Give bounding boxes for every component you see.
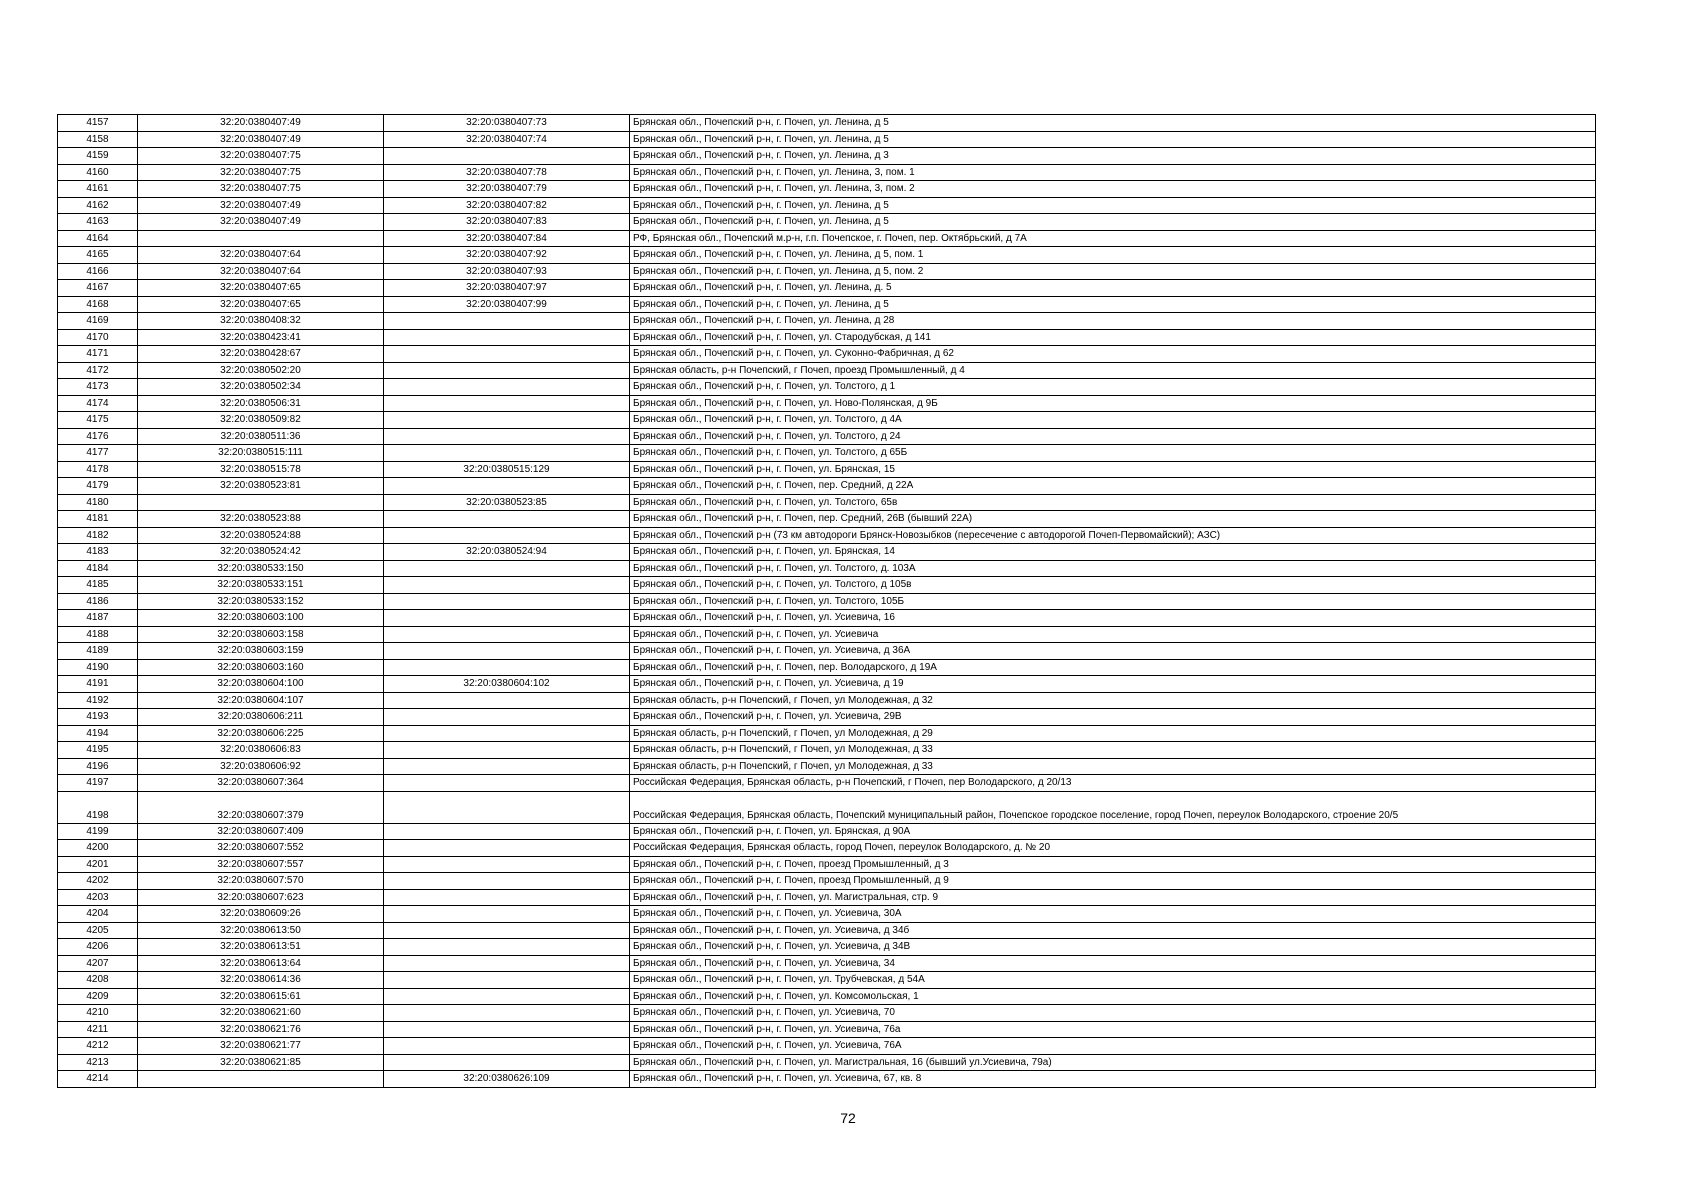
object-cadastral-number-cell (384, 1005, 630, 1022)
row-number-cell: 4190 (58, 659, 138, 676)
object-cadastral-number-cell (384, 1054, 630, 1071)
address-cell: Брянская обл., Почепский р-н, г. Почеп, ул. Магистральная, стр. 9 (630, 889, 1596, 906)
address-cell: Брянская обл., Почепский р-н, г. Почеп, ул. Усиевича, 34 (630, 955, 1596, 972)
row-number-cell: 4192 (58, 692, 138, 709)
parcel-cadastral-number-cell: 32:20:0380603:159 (138, 643, 384, 660)
object-cadastral-number-cell (384, 148, 630, 165)
parcel-cadastral-number-cell: 32:20:0380621:60 (138, 1005, 384, 1022)
address-cell: Брянская обл., Почепский р-н, г. Почеп, ул. Ленина, д. 5 (630, 280, 1596, 297)
table-row (58, 1054, 1596, 1071)
object-cadastral-number-cell: 32:20:0380524:94 (384, 544, 630, 561)
address-cell: Брянская обл., Почепский р-н, г. Почеп, ул. Усиевича, 67, кв. 8 (630, 1071, 1596, 1088)
table-row (58, 296, 1596, 313)
object-cadastral-number-cell (384, 955, 630, 972)
object-cadastral-number-cell (384, 412, 630, 429)
table-row (58, 610, 1596, 627)
parcel-cadastral-number-cell: 32:20:0380407:75 (138, 164, 384, 181)
table-row (58, 131, 1596, 148)
table-row (58, 758, 1596, 775)
parcel-cadastral-number-cell: 32:20:0380524:88 (138, 527, 384, 544)
table-row (58, 511, 1596, 528)
row-number-cell: 4162 (58, 197, 138, 214)
table-row (58, 445, 1596, 462)
row-number-cell: 4160 (58, 164, 138, 181)
parcel-cadastral-number-cell: 32:20:0380423:41 (138, 329, 384, 346)
parcel-cadastral-number-cell: 32:20:0380407:75 (138, 148, 384, 165)
object-cadastral-number-cell (384, 791, 630, 823)
table-row (58, 362, 1596, 379)
address-cell: Брянская обл., Почепский р-н, г. Почеп, ул. Ленина, д 5 (630, 115, 1596, 132)
parcel-cadastral-number-cell: 32:20:0380407:49 (138, 197, 384, 214)
parcel-cadastral-number-cell: 32:20:0380607:557 (138, 856, 384, 873)
table-row (58, 412, 1596, 429)
object-cadastral-number-cell (384, 643, 630, 660)
parcel-cadastral-number-cell: 32:20:0380609:26 (138, 906, 384, 923)
address-cell: Брянская область, р-н Почепский, г Почеп, проезд Промышленный, д 4 (630, 362, 1596, 379)
parcel-cadastral-number-cell: 32:20:0380506:31 (138, 395, 384, 412)
row-number-cell: 4193 (58, 709, 138, 726)
parcel-cadastral-number-cell: 32:20:0380407:64 (138, 263, 384, 280)
address-cell: Брянская область, р-н Почепский, г Почеп, ул Молодежная, д 33 (630, 742, 1596, 759)
row-number-cell: 4166 (58, 263, 138, 280)
parcel-cadastral-number-cell: 32:20:0380615:61 (138, 988, 384, 1005)
address-cell: Брянская обл., Почепский р-н, г. Почеп, ул. Усиевича, д 19 (630, 676, 1596, 693)
row-number-cell: 4195 (58, 742, 138, 759)
object-cadastral-number-cell (384, 856, 630, 873)
row-number-cell: 4214 (58, 1071, 138, 1088)
row-number-cell: 4184 (58, 560, 138, 577)
object-cadastral-number-cell (384, 873, 630, 890)
row-number-cell: 4187 (58, 610, 138, 627)
address-cell: Брянская область, р-н Почепский, г Почеп, ул Молодежная, д 32 (630, 692, 1596, 709)
table-row (58, 906, 1596, 923)
address-cell: Брянская обл., Почепский р-н, г. Почеп, пер. Средний, 26В (бывший 22А) (630, 511, 1596, 528)
table-row (58, 478, 1596, 495)
table-row (58, 428, 1596, 445)
parcel-cadastral-number-cell: 32:20:0380606:83 (138, 742, 384, 759)
table-row (58, 115, 1596, 132)
object-cadastral-number-cell (384, 1038, 630, 1055)
object-cadastral-number-cell: 32:20:0380407:73 (384, 115, 630, 132)
table-row (58, 1021, 1596, 1038)
object-cadastral-number-cell (384, 329, 630, 346)
address-cell: Брянская обл., Почепский р-н, г. Почеп, ул. Толстого, д 24 (630, 428, 1596, 445)
table-row (58, 676, 1596, 693)
row-number-cell: 4209 (58, 988, 138, 1005)
parcel-cadastral-number-cell: 32:20:0380621:85 (138, 1054, 384, 1071)
row-number-cell: 4205 (58, 922, 138, 939)
object-cadastral-number-cell: 32:20:0380407:93 (384, 263, 630, 280)
row-number-cell: 4203 (58, 889, 138, 906)
row-number-cell: 4170 (58, 329, 138, 346)
row-number-cell: 4157 (58, 115, 138, 132)
address-cell: Российская Федерация, Брянская область, Почепский муниципальный район, Почепское городское поселение, город Почеп, переулок Володарского, строение 20/5 (630, 791, 1596, 823)
table-body (58, 115, 1596, 1088)
object-cadastral-number-cell: 32:20:0380407:83 (384, 214, 630, 231)
row-number-cell: 4167 (58, 280, 138, 297)
table-row (58, 461, 1596, 478)
table-row (58, 922, 1596, 939)
object-cadastral-number-cell (384, 610, 630, 627)
row-number-cell: 4199 (58, 823, 138, 840)
address-cell: Брянская обл., Почепский р-н, г. Почеп, ул. Толстого, д 105в (630, 577, 1596, 594)
address-cell: Брянская обл., Почепский р-н, г. Почеп, ул. Ленина, д 5, пом. 2 (630, 263, 1596, 280)
object-cadastral-number-cell (384, 1021, 630, 1038)
parcel-cadastral-number-cell: 32:20:0380603:158 (138, 626, 384, 643)
parcel-cadastral-number-cell: 32:20:0380407:49 (138, 115, 384, 132)
row-number-cell: 4185 (58, 577, 138, 594)
address-cell: Брянская обл., Почепский р-н, г. Почеп, ул. Брянская, 14 (630, 544, 1596, 561)
address-cell: Брянская обл., Почепский р-н (73 км автодороги Брянск-Новозыбков (пересечение с автодорогой Почеп-Первомайский); АЗС) (630, 527, 1596, 544)
parcel-cadastral-number-cell: 32:20:0380621:76 (138, 1021, 384, 1038)
table-row (58, 280, 1596, 297)
parcel-cadastral-number-cell: 32:20:0380502:34 (138, 379, 384, 396)
object-cadastral-number-cell: 32:20:0380626:109 (384, 1071, 630, 1088)
row-number-cell: 4165 (58, 247, 138, 264)
row-number-cell: 4186 (58, 593, 138, 610)
address-cell: Брянская обл., Почепский р-н, г. Почеп, ул. Комсомольская, 1 (630, 988, 1596, 1005)
address-cell: Брянская обл., Почепский р-н, г. Почеп, ул. Усиевича, 70 (630, 1005, 1596, 1022)
parcel-cadastral-number-cell: 32:20:0380407:49 (138, 131, 384, 148)
parcel-cadastral-number-cell: 32:20:0380613:64 (138, 955, 384, 972)
parcel-cadastral-number-cell: 32:20:0380511:36 (138, 428, 384, 445)
parcel-cadastral-number-cell: 32:20:0380407:75 (138, 181, 384, 198)
address-cell: Брянская обл., Почепский р-н, г. Почеп, ул. Брянская, д 90А (630, 823, 1596, 840)
object-cadastral-number-cell (384, 313, 630, 330)
table-row (58, 214, 1596, 231)
object-cadastral-number-cell (384, 428, 630, 445)
table-row (58, 709, 1596, 726)
parcel-cadastral-number-cell: 32:20:0380515:111 (138, 445, 384, 462)
table-row (58, 742, 1596, 759)
object-cadastral-number-cell: 32:20:0380407:78 (384, 164, 630, 181)
address-cell: Брянская обл., Почепский р-н, г. Почеп, ул. Толстого, д 1 (630, 379, 1596, 396)
address-cell: Брянская обл., Почепский р-н, г. Почеп, ул. Усиевича, д 34В (630, 939, 1596, 956)
address-cell: Брянская обл., Почепский р-н, г. Почеп, ул. Усиевича, 30А (630, 906, 1596, 923)
parcel-cadastral-number-cell: 32:20:0380502:20 (138, 362, 384, 379)
object-cadastral-number-cell: 32:20:0380407:82 (384, 197, 630, 214)
row-number-cell: 4175 (58, 412, 138, 429)
parcel-cadastral-number-cell: 32:20:0380606:92 (138, 758, 384, 775)
object-cadastral-number-cell (384, 395, 630, 412)
table-row (58, 164, 1596, 181)
object-cadastral-number-cell (384, 692, 630, 709)
parcel-cadastral-number-cell: 32:20:0380607:409 (138, 823, 384, 840)
object-cadastral-number-cell: 32:20:0380515:129 (384, 461, 630, 478)
parcel-cadastral-number-cell: 32:20:0380607:570 (138, 873, 384, 890)
object-cadastral-number-cell (384, 758, 630, 775)
address-cell: Брянская обл., Почепский р-н, г. Почеп, ул. Усиевича, 76А (630, 1038, 1596, 1055)
address-cell: Брянская обл., Почепский р-н, г. Почеп, ул. Ленина, д 5 (630, 296, 1596, 313)
address-cell: Брянская обл., Почепский р-н, г. Почеп, ул. Усиевича, 76а (630, 1021, 1596, 1038)
address-cell: Брянская обл., Почепский р-н, г. Почеп, проезд Промышленный, д 9 (630, 873, 1596, 890)
object-cadastral-number-cell (384, 906, 630, 923)
object-cadastral-number-cell (384, 889, 630, 906)
table-row (58, 692, 1596, 709)
object-cadastral-number-cell (384, 577, 630, 594)
row-number-cell: 4159 (58, 148, 138, 165)
table-row (58, 775, 1596, 792)
table-row (58, 346, 1596, 363)
address-cell: Брянская обл., Почепский р-н, г. Почеп, ул. Усиевича, д 34б (630, 922, 1596, 939)
address-cell: Брянская обл., Почепский р-н, г. Почеп, проезд Промышленный, д 3 (630, 856, 1596, 873)
parcel-cadastral-number-cell: 32:20:0380613:51 (138, 939, 384, 956)
parcel-cadastral-number-cell: 32:20:0380407:65 (138, 296, 384, 313)
address-cell: Брянская обл., Почепский р-н, г. Почеп, ул. Ленина, 3, пом. 1 (630, 164, 1596, 181)
parcel-cadastral-number-cell: 32:20:0380515:78 (138, 461, 384, 478)
object-cadastral-number-cell (384, 511, 630, 528)
parcel-cadastral-number-cell: 32:20:0380607:364 (138, 775, 384, 792)
parcel-cadastral-number-cell: 32:20:0380428:67 (138, 346, 384, 363)
parcel-cadastral-number-cell: 32:20:0380533:151 (138, 577, 384, 594)
table-row (58, 659, 1596, 676)
address-cell: Брянская обл., Почепский р-н, г. Почеп, ул. Толстого, д 65Б (630, 445, 1596, 462)
table-row (58, 544, 1596, 561)
row-number-cell: 4172 (58, 362, 138, 379)
row-number-cell: 4182 (58, 527, 138, 544)
address-cell: Брянская обл., Почепский р-н, г. Почеп, ул. Толстого, 65в (630, 494, 1596, 511)
table-row (58, 873, 1596, 890)
table-row (58, 395, 1596, 412)
row-number-cell: 4200 (58, 840, 138, 857)
address-cell: Брянская область, р-н Почепский, г Почеп, ул Молодежная, д 33 (630, 758, 1596, 775)
table-row (58, 379, 1596, 396)
object-cadastral-number-cell (384, 593, 630, 610)
table-row (58, 1038, 1596, 1055)
row-number-cell: 4207 (58, 955, 138, 972)
row-number-cell: 4194 (58, 725, 138, 742)
row-number-cell: 4189 (58, 643, 138, 660)
table-row (58, 955, 1596, 972)
table-row (58, 593, 1596, 610)
row-number-cell: 4213 (58, 1054, 138, 1071)
parcel-cadastral-number-cell: 32:20:0380408:32 (138, 313, 384, 330)
row-number-cell: 4158 (58, 131, 138, 148)
object-cadastral-number-cell: 32:20:0380604:102 (384, 676, 630, 693)
address-cell: Брянская обл., Почепский р-н, г. Почеп, ул. Усиевича, 29В (630, 709, 1596, 726)
row-number-cell: 4178 (58, 461, 138, 478)
parcel-cadastral-number-cell: 32:20:0380607:623 (138, 889, 384, 906)
object-cadastral-number-cell: 32:20:0380407:79 (384, 181, 630, 198)
row-number-cell: 4212 (58, 1038, 138, 1055)
row-number-cell: 4206 (58, 939, 138, 956)
parcel-cadastral-number-cell: 32:20:0380604:100 (138, 676, 384, 693)
cadastral-table (57, 114, 1596, 1088)
row-number-cell: 4173 (58, 379, 138, 396)
table-row (58, 972, 1596, 989)
parcel-cadastral-number-cell: 32:20:0380607:552 (138, 840, 384, 857)
address-cell: Брянская обл., Почепский р-н, г. Почеп, ул. Стародубская, д 141 (630, 329, 1596, 346)
parcel-cadastral-number-cell (138, 494, 384, 511)
row-number-cell: 4180 (58, 494, 138, 511)
table-row (58, 313, 1596, 330)
address-cell: Брянская обл., Почепский р-н, г. Почеп, ул. Ленина, д 28 (630, 313, 1596, 330)
object-cadastral-number-cell: 32:20:0380523:85 (384, 494, 630, 511)
table-row (58, 725, 1596, 742)
address-cell: Брянская обл., Почепский р-н, г. Почеп, ул. Толстого, д 4А (630, 412, 1596, 429)
object-cadastral-number-cell (384, 939, 630, 956)
address-cell: Брянская область, р-н Почепский, г Почеп, ул Молодежная, д 29 (630, 725, 1596, 742)
row-number-cell: 4183 (58, 544, 138, 561)
object-cadastral-number-cell: 32:20:0380407:92 (384, 247, 630, 264)
address-cell: Брянская обл., Почепский р-н, г. Почеп, ул. Ново-Полянская, д 9Б (630, 395, 1596, 412)
parcel-cadastral-number-cell: 32:20:0380606:225 (138, 725, 384, 742)
address-cell: Брянская обл., Почепский р-н, г. Почеп, ул. Ленина, д 5 (630, 131, 1596, 148)
row-number-cell: 4188 (58, 626, 138, 643)
row-number-cell: 4210 (58, 1005, 138, 1022)
row-number-cell: 4169 (58, 313, 138, 330)
table-row (58, 856, 1596, 873)
address-cell: Брянская обл., Почепский р-н, г. Почеп, ул. Суконно-Фабричная, д 62 (630, 346, 1596, 363)
parcel-cadastral-number-cell: 32:20:0380613:50 (138, 922, 384, 939)
parcel-cadastral-number-cell (138, 230, 384, 247)
object-cadastral-number-cell (384, 362, 630, 379)
row-number-cell: 4201 (58, 856, 138, 873)
object-cadastral-number-cell: 32:20:0380407:99 (384, 296, 630, 313)
table-row (58, 577, 1596, 594)
row-number-cell: 4168 (58, 296, 138, 313)
address-cell: Брянская обл., Почепский р-н, г. Почеп, ул. Магистральная, 16 (бывший ул.Усиевича, 79а) (630, 1054, 1596, 1071)
table-row (58, 1071, 1596, 1088)
parcel-cadastral-number-cell: 32:20:0380621:77 (138, 1038, 384, 1055)
page-number: 72 (840, 1110, 856, 1126)
table-row (58, 527, 1596, 544)
row-number-cell: 4177 (58, 445, 138, 462)
row-number-cell: 4181 (58, 511, 138, 528)
object-cadastral-number-cell (384, 922, 630, 939)
address-cell: Брянская обл., Почепский р-н, г. Почеп, ул. Усиевича, д 36А (630, 643, 1596, 660)
object-cadastral-number-cell (384, 560, 630, 577)
table-row (58, 230, 1596, 247)
table-row (58, 889, 1596, 906)
row-number-cell: 4191 (58, 676, 138, 693)
parcel-cadastral-number-cell: 32:20:0380614:36 (138, 972, 384, 989)
table-row (58, 247, 1596, 264)
address-cell: Российская Федерация, Брянская область, город Почеп, переулок Володарского, д. № 20 (630, 840, 1596, 857)
parcel-cadastral-number-cell: 32:20:0380603:160 (138, 659, 384, 676)
row-number-cell: 4179 (58, 478, 138, 495)
table-row (58, 263, 1596, 280)
address-cell: Брянская обл., Почепский р-н, г. Почеп, пер. Володарского, д 19А (630, 659, 1596, 676)
parcel-cadastral-number-cell: 32:20:0380509:82 (138, 412, 384, 429)
table-row (58, 791, 1596, 823)
table-row (58, 939, 1596, 956)
table-row (58, 1005, 1596, 1022)
object-cadastral-number-cell (384, 988, 630, 1005)
address-cell: Брянская обл., Почепский р-н, г. Почеп, ул. Ленина, д 5, пом. 1 (630, 247, 1596, 264)
row-number-cell: 4163 (58, 214, 138, 231)
table-row (58, 840, 1596, 857)
object-cadastral-number-cell (384, 725, 630, 742)
address-cell: Брянская обл., Почепский р-н, г. Почеп, ул. Толстого, 105Б (630, 593, 1596, 610)
row-number-cell: 4174 (58, 395, 138, 412)
parcel-cadastral-number-cell: 32:20:0380523:81 (138, 478, 384, 495)
row-number-cell: 4171 (58, 346, 138, 363)
row-number-cell: 4202 (58, 873, 138, 890)
parcel-cadastral-number-cell: 32:20:0380603:100 (138, 610, 384, 627)
object-cadastral-number-cell (384, 659, 630, 676)
address-cell: Брянская обл., Почепский р-н, г. Почеп, ул. Усиевича (630, 626, 1596, 643)
row-number-cell: 4198 (58, 791, 138, 823)
table-row (58, 626, 1596, 643)
object-cadastral-number-cell: 32:20:0380407:97 (384, 280, 630, 297)
address-cell: Российская Федерация, Брянская область, р-н Почепский, г Почеп, пер Володарского, д 20/13 (630, 775, 1596, 792)
parcel-cadastral-number-cell: 32:20:0380407:49 (138, 214, 384, 231)
table-row (58, 181, 1596, 198)
object-cadastral-number-cell (384, 775, 630, 792)
row-number-cell: 4208 (58, 972, 138, 989)
object-cadastral-number-cell (384, 478, 630, 495)
address-cell: Брянская обл., Почепский р-н, г. Почеп, ул. Усиевича, 16 (630, 610, 1596, 627)
address-cell: Брянская обл., Почепский р-н, г. Почеп, ул. Ленина, д 3 (630, 148, 1596, 165)
parcel-cadastral-number-cell: 32:20:0380524:42 (138, 544, 384, 561)
object-cadastral-number-cell (384, 972, 630, 989)
parcel-cadastral-number-cell (138, 1071, 384, 1088)
object-cadastral-number-cell (384, 840, 630, 857)
object-cadastral-number-cell (384, 379, 630, 396)
address-cell: Брянская обл., Почепский р-н, г. Почеп, ул. Брянская, 15 (630, 461, 1596, 478)
table-row (58, 823, 1596, 840)
address-cell: Брянская обл., Почепский р-н, г. Почеп, ул. Ленина, д 5 (630, 197, 1596, 214)
parcel-cadastral-number-cell: 32:20:0380606:211 (138, 709, 384, 726)
parcel-cadastral-number-cell: 32:20:0380604:107 (138, 692, 384, 709)
object-cadastral-number-cell: 32:20:0380407:84 (384, 230, 630, 247)
object-cadastral-number-cell (384, 527, 630, 544)
table-row (58, 197, 1596, 214)
object-cadastral-number-cell: 32:20:0380407:74 (384, 131, 630, 148)
object-cadastral-number-cell (384, 445, 630, 462)
address-cell: Брянская обл., Почепский р-н, г. Почеп, ул. Ленина, д 5 (630, 214, 1596, 231)
object-cadastral-number-cell (384, 346, 630, 363)
address-cell: Брянская обл., Почепский р-н, г. Почеп, ул. Ленина, 3, пом. 2 (630, 181, 1596, 198)
row-number-cell: 4196 (58, 758, 138, 775)
table-row (58, 560, 1596, 577)
parcel-cadastral-number-cell: 32:20:0380533:150 (138, 560, 384, 577)
address-cell: Брянская обл., Почепский р-н, г. Почеп, ул. Толстого, д. 103А (630, 560, 1596, 577)
row-number-cell: 4197 (58, 775, 138, 792)
object-cadastral-number-cell (384, 626, 630, 643)
row-number-cell: 4176 (58, 428, 138, 445)
row-number-cell: 4164 (58, 230, 138, 247)
object-cadastral-number-cell (384, 709, 630, 726)
table-row (58, 643, 1596, 660)
object-cadastral-number-cell (384, 742, 630, 759)
parcel-cadastral-number-cell: 32:20:0380533:152 (138, 593, 384, 610)
parcel-cadastral-number-cell: 32:20:0380607:379 (138, 791, 384, 823)
table-row (58, 329, 1596, 346)
row-number-cell: 4204 (58, 906, 138, 923)
parcel-cadastral-number-cell: 32:20:0380523:88 (138, 511, 384, 528)
object-cadastral-number-cell (384, 823, 630, 840)
table-row (58, 988, 1596, 1005)
row-number-cell: 4161 (58, 181, 138, 198)
table-row (58, 494, 1596, 511)
address-cell: РФ, Брянская обл., Почепский м.р-н, г.п. Почепское, г. Почеп, пер. Октябрьский, д 7А (630, 230, 1596, 247)
parcel-cadastral-number-cell: 32:20:0380407:65 (138, 280, 384, 297)
parcel-cadastral-number-cell: 32:20:0380407:64 (138, 247, 384, 264)
row-number-cell: 4211 (58, 1021, 138, 1038)
address-cell: Брянская обл., Почепский р-н, г. Почеп, ул. Трубчевская, д 54А (630, 972, 1596, 989)
address-cell: Брянская обл., Почепский р-н, г. Почеп, пер. Средний, д 22А (630, 478, 1596, 495)
table-row (58, 148, 1596, 165)
